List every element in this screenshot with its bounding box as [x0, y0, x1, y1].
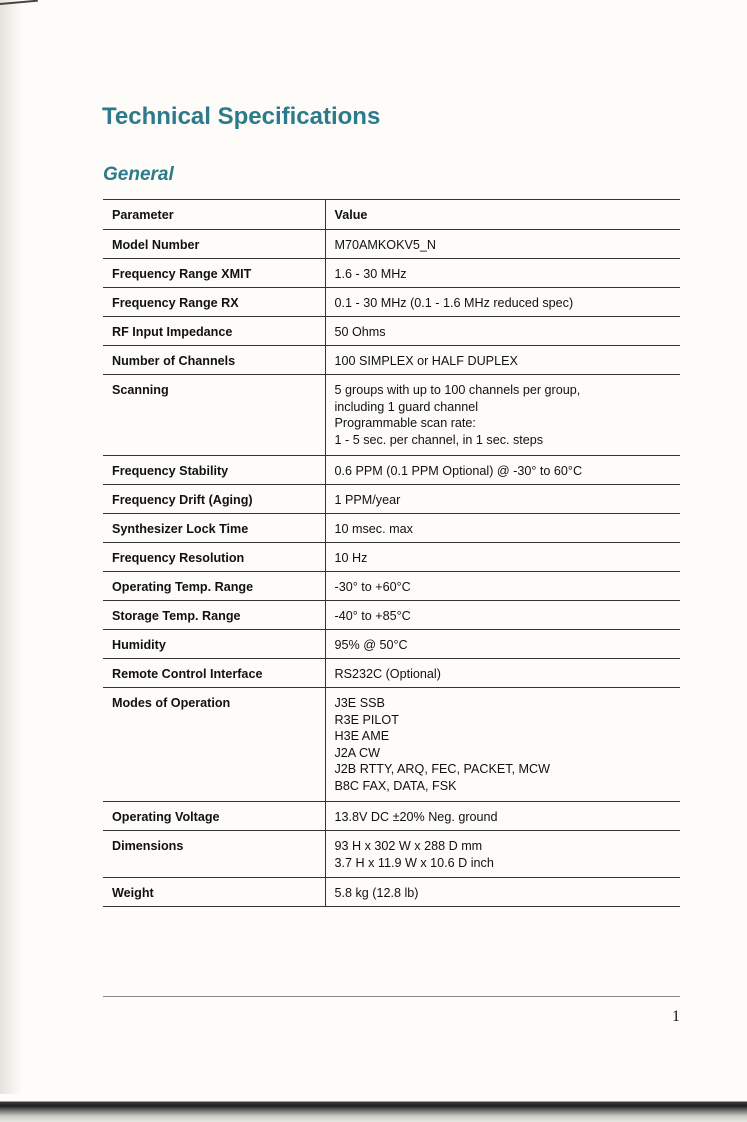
row-value: J3E SSB R3E PILOT H3E AME J2A CW J2B RTTY, ARQ, FEC, PACKET, MCW B8C FAX, DATA, FSK	[325, 688, 680, 802]
table-row	[103, 485, 680, 514]
column-header-value: Value	[325, 200, 680, 230]
row-value: -30° to +60°C	[325, 572, 680, 601]
table-row	[103, 659, 680, 688]
table-row	[103, 630, 680, 659]
row-parameter: Weight	[103, 878, 325, 907]
row-value: M70AMKOKV5_N	[325, 230, 680, 259]
row-value: 10 msec. max	[325, 514, 680, 543]
row-value: 5.8 kg (12.8 lb)	[325, 878, 680, 907]
row-parameter: Operating Temp. Range	[103, 572, 325, 601]
row-value: 5 groups with up to 100 channels per group, including 1 guard channel Programmable scan rate: 1 - 5 sec. per channel, in 1 sec. steps	[325, 375, 680, 456]
page-shadow-bottom	[0, 1094, 747, 1122]
table-row	[103, 543, 680, 572]
row-parameter: RF Input Impedance	[103, 317, 325, 346]
row-parameter: Frequency Stability	[103, 456, 325, 485]
table-row	[103, 831, 680, 878]
row-value: 10 Hz	[325, 543, 680, 572]
row-value: 0.1 - 30 MHz (0.1 - 1.6 MHz reduced spec)	[325, 288, 680, 317]
table-row	[103, 288, 680, 317]
table-row	[103, 572, 680, 601]
row-value: 1 PPM/year	[325, 485, 680, 514]
table-row	[103, 456, 680, 485]
row-parameter: Storage Temp. Range	[103, 601, 325, 630]
row-parameter: Model Number	[103, 230, 325, 259]
row-value: 93 H x 302 W x 288 D mm 3.7 H x 11.9 W x 10.6 D inch	[325, 831, 680, 878]
row-parameter: Dimensions	[103, 831, 325, 878]
section-heading: General	[103, 164, 174, 185]
row-value: -40° to +85°C	[325, 601, 680, 630]
page-title: Technical Specifications	[102, 103, 381, 130]
row-parameter: Modes of Operation	[103, 688, 325, 802]
row-parameter: Frequency Drift (Aging)	[103, 485, 325, 514]
table-row	[103, 375, 680, 456]
row-parameter: Operating Voltage	[103, 802, 325, 831]
row-value: 0.6 PPM (0.1 PPM Optional) @ -30° to 60°C	[325, 456, 680, 485]
table-row	[103, 802, 680, 831]
row-parameter: Remote Control Interface	[103, 659, 325, 688]
row-parameter: Number of Channels	[103, 346, 325, 375]
row-value: 95% @ 50°C	[325, 630, 680, 659]
page-number: 1	[672, 1008, 680, 1025]
row-value: RS232C (Optional)	[325, 659, 680, 688]
row-parameter: Frequency Range RX	[103, 288, 325, 317]
row-parameter: Frequency Resolution	[103, 543, 325, 572]
footer-rule	[103, 996, 680, 997]
table-row	[103, 878, 680, 907]
row-parameter: Frequency Range XMIT	[103, 259, 325, 288]
row-value: 13.8V DC ±20% Neg. ground	[325, 802, 680, 831]
table-row	[103, 259, 680, 288]
column-header-parameter: Parameter	[103, 200, 325, 230]
table-row	[103, 346, 680, 375]
table-row	[103, 688, 680, 802]
table-row	[103, 514, 680, 543]
table-row	[103, 230, 680, 259]
row-value: 50 Ohms	[325, 317, 680, 346]
row-value: 1.6 - 30 MHz	[325, 259, 680, 288]
row-parameter: Synthesizer Lock Time	[103, 514, 325, 543]
table-row	[103, 317, 680, 346]
row-parameter: Humidity	[103, 630, 325, 659]
row-parameter: Scanning	[103, 375, 325, 456]
table-header-row	[103, 200, 680, 230]
page-shadow-left	[0, 0, 22, 1122]
table-row	[103, 601, 680, 630]
spec-table	[103, 199, 680, 907]
row-value: 100 SIMPLEX or HALF DUPLEX	[325, 346, 680, 375]
